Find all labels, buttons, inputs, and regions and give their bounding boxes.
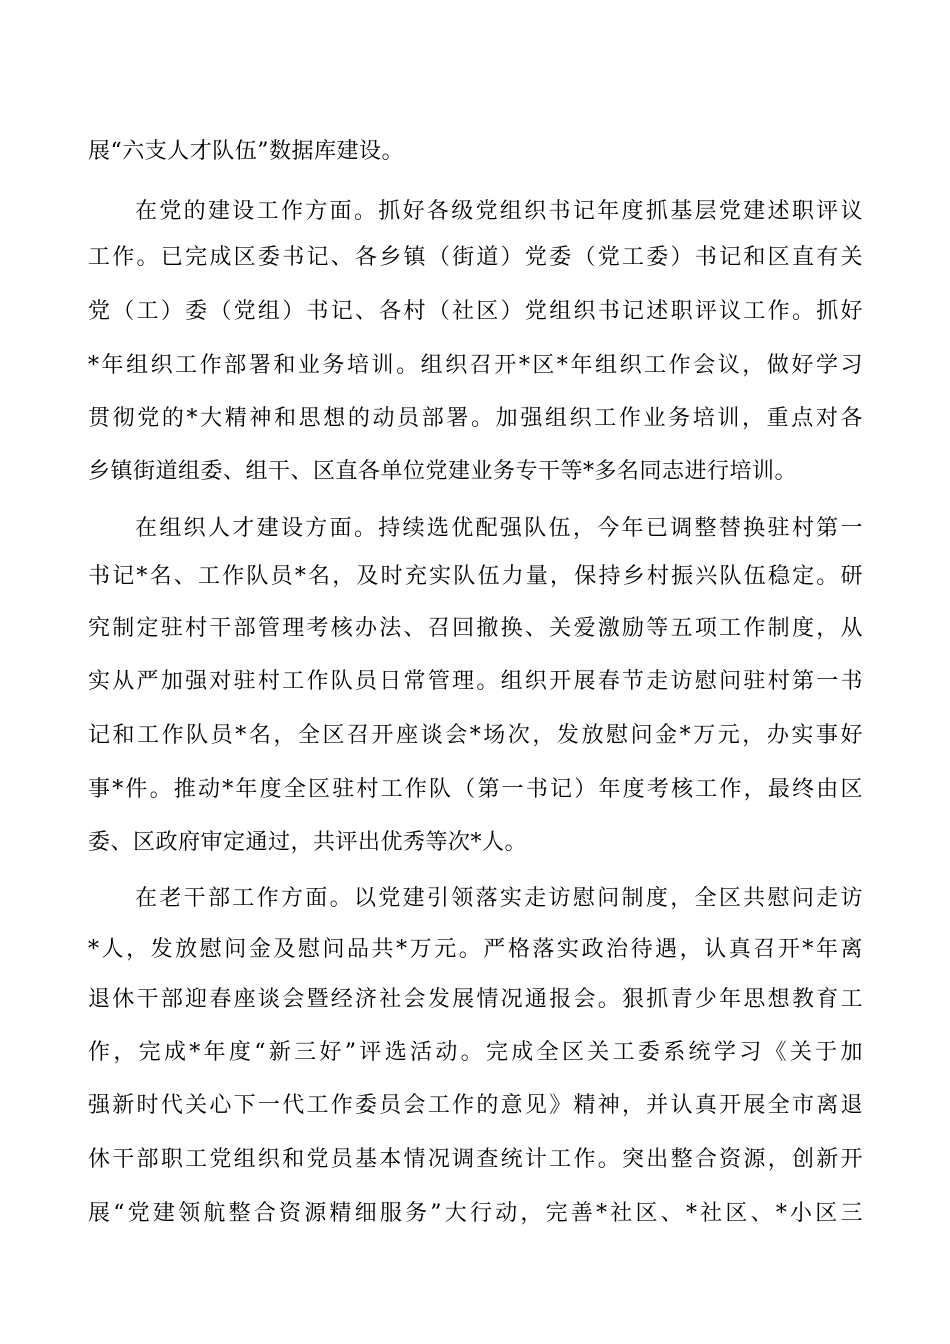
paragraph-line: 展“六支人才队伍”数据库建设。: [88, 139, 404, 164]
paragraph-line: 强新时代关心下一代工作委员会工作的意见》精神，并认真开展全市离退: [88, 1093, 863, 1118]
paragraph-line: 工作。已完成区委书记、各乡镇（街道）党委（党工委）书记和区直有关: [88, 245, 863, 270]
paragraph-line: 实从严加强对驻村工作队员日常管理。组织开展春节走访慰问驻村第一书: [88, 669, 863, 694]
paragraph-line: 乡镇街道组委、组干、区直各单位党建业务专干等*多名同志进行培训。: [88, 459, 798, 484]
paragraph-line: 事*件。推动*年度全区驻村工作队（第一书记）年度考核工作，最终由区: [88, 777, 863, 802]
paragraph-line: 在组织人才建设方面。持续选优配强队伍，今年已调整替换驻村第一: [135, 516, 863, 541]
paragraph-line: 在老干部工作方面。以党建引领落实走访慰问制度，全区共慰问走访: [135, 886, 863, 911]
paragraph-line: 在党的建设工作方面。抓好各级党组织书记年度抓基层党建述职评议: [135, 199, 863, 224]
paragraph-line: 贯彻党的*大精神和思想的动员部署。加强组织工作业务培训，重点对各: [88, 406, 863, 431]
paragraph-line: *人，发放慰问金及慰问品共*万元。严格落实政治待遇，认真召开*年离: [88, 937, 863, 962]
paragraph-line: 党（工）委（党组）书记、各村（社区）党组织书记述职评议工作。抓好: [88, 299, 863, 324]
paragraph-line: 退休干部迎春座谈会暨经济社会发展情况通报会。狠抓青少年思想教育工: [88, 987, 863, 1012]
paragraph-line: 记和工作队员*名，全区召开座谈会*场次，发放慰问金*万元，办实事好: [88, 723, 863, 748]
paragraph-line: 休干部职工党组织和党员基本情况调查统计工作。突出整合资源，创新开: [88, 1147, 863, 1172]
paragraph-line: 究制定驻村干部管理考核办法、召回撤换、关爱激励等五项工作制度，从: [88, 616, 863, 641]
paragraph-line: 书记*名、工作队员*名，及时充实队伍力量，保持乡村振兴队伍稳定。研: [88, 564, 863, 589]
paragraph-line: *年组织工作部署和业务培训。组织召开*区*年组织工作会议，做好学习: [88, 353, 863, 378]
paragraph-line: 作，完成*年度“新三好”评选活动。完成全区关工委系统学习《关于加: [88, 1040, 863, 1065]
paragraph-line: 展“党建领航整合资源精细服务”大行动，完善*社区、*社区、*小区三: [88, 1201, 863, 1226]
paragraph-line: 委、区政府审定通过，共评出优秀等次*人。: [88, 830, 528, 855]
